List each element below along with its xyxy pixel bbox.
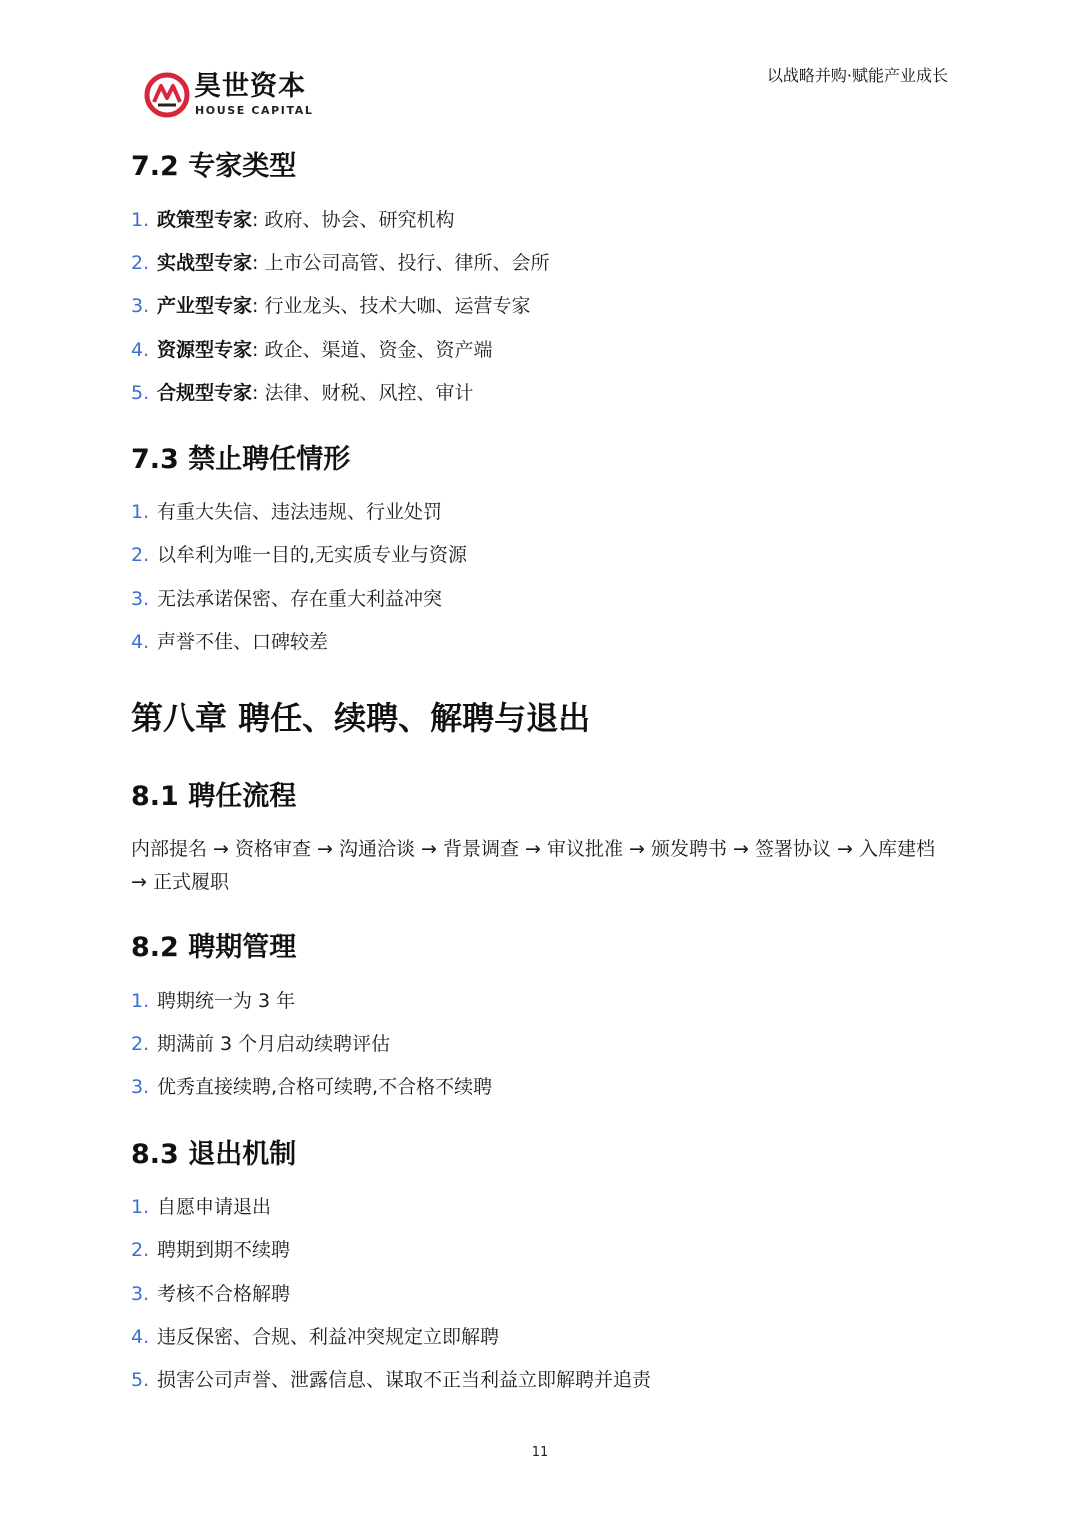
list-description: 政府、协会、研究机构 — [264, 209, 455, 231]
list-separator: : — [252, 209, 259, 231]
list-description: 政企、渠道、资金、资产端 — [264, 339, 493, 361]
list-separator: : — [252, 382, 259, 404]
list-text: 期满前 3 个月启动续聘评估 — [157, 1033, 391, 1055]
list-description: 行业龙头、技术大咖、运营专家 — [264, 295, 531, 317]
section-heading-7-3: 7.3 禁止聘任情形 — [131, 444, 351, 475]
list-item — [131, 1367, 651, 1393]
section-heading-8-2: 8.2 聘期管理 — [131, 932, 297, 963]
list-text: 有重大失信、违法违规、行业处罚 — [157, 501, 443, 523]
list-item — [131, 1031, 390, 1057]
list-text: 以牟利为唯一目的,无实质专业与资源 — [157, 544, 468, 566]
list-number: 1. — [131, 209, 150, 231]
list-number: 1. — [131, 501, 150, 523]
list-item — [131, 988, 295, 1014]
list-number: 4. — [131, 1326, 150, 1348]
list-item — [131, 250, 549, 276]
list-item — [131, 1237, 290, 1263]
list-number: 4. — [131, 631, 150, 653]
list-term: 合规型专家 — [157, 382, 253, 404]
list-number: 2. — [131, 1239, 150, 1261]
list-text: 声誉不佳、口碑较差 — [157, 631, 329, 653]
list-item — [131, 207, 454, 233]
list-term: 资源型专家 — [157, 339, 253, 361]
brand-name-en: HOUSE CAPITAL — [195, 104, 314, 117]
list-item — [131, 1194, 271, 1220]
brand-name-cn: 昊世资本 — [194, 71, 306, 102]
list-number: 2. — [131, 544, 150, 566]
list-text: 损害公司声誉、泄露信息、谋取不正当利益立即解聘并追责 — [157, 1369, 652, 1391]
list-item — [131, 1281, 290, 1307]
list-text: 无法承诺保密、存在重大利益冲突 — [157, 588, 443, 610]
list-text: 聘期统一为 3 年 — [157, 990, 296, 1012]
list-number: 3. — [131, 588, 150, 610]
chapter-heading-8: 第八章 聘任、续聘、解聘与退出 — [131, 699, 591, 737]
list-text: 优秀直接续聘,合格可续聘,不合格不续聘 — [157, 1076, 493, 1098]
list-text: 违反保密、合规、利益冲突规定立即解聘 — [157, 1326, 500, 1348]
list-number: 1. — [131, 1196, 150, 1218]
list-item — [131, 380, 473, 406]
list-item — [131, 1324, 499, 1350]
list-number: 2. — [131, 1033, 150, 1055]
process-flow-text: 内部提名 → 资格审查 → 沟通洽谈 → 背景调查 → 审议批准 → 颁发聘书 → 签署协议 → 入库建档 → 正式履职 — [131, 838, 935, 893]
list-description: 上市公司高管、投行、律所、会所 — [264, 252, 550, 274]
list-number: 3. — [131, 1283, 150, 1305]
list-item — [131, 1074, 492, 1100]
list-item — [131, 293, 530, 319]
list-item — [131, 542, 467, 568]
section-heading-7-2: 7.2 专家类型 — [131, 151, 297, 182]
list-number: 2. — [131, 252, 150, 274]
list-text: 考核不合格解聘 — [157, 1283, 291, 1305]
list-number: 1. — [131, 990, 150, 1012]
list-separator: : — [252, 295, 259, 317]
list-term: 政策型专家 — [157, 209, 253, 231]
list-term: 产业型专家 — [157, 295, 253, 317]
list-number: 4. — [131, 339, 150, 361]
section-heading-8-1: 8.1 聘任流程 — [131, 781, 297, 812]
header-tagline: 以战略并购·赋能产业成长 — [766, 66, 948, 85]
page-number: 11 — [531, 1445, 549, 1460]
list-number: 3. — [131, 295, 150, 317]
list-item — [131, 499, 442, 525]
list-separator: : — [252, 252, 259, 274]
logo-icon — [144, 72, 190, 118]
list-item — [131, 337, 492, 363]
list-separator: : — [252, 339, 259, 361]
list-description: 法律、财税、风控、审计 — [264, 382, 474, 404]
list-text: 自愿申请退出 — [157, 1196, 272, 1218]
list-text: 聘期到期不续聘 — [157, 1239, 291, 1261]
list-number: 3. — [131, 1076, 150, 1098]
list-term: 实战型专家 — [157, 252, 253, 274]
list-item — [131, 586, 442, 612]
list-number: 5. — [131, 382, 150, 404]
list-item — [131, 629, 328, 655]
section-heading-8-3: 8.3 退出机制 — [131, 1139, 297, 1170]
list-number: 5. — [131, 1369, 150, 1391]
